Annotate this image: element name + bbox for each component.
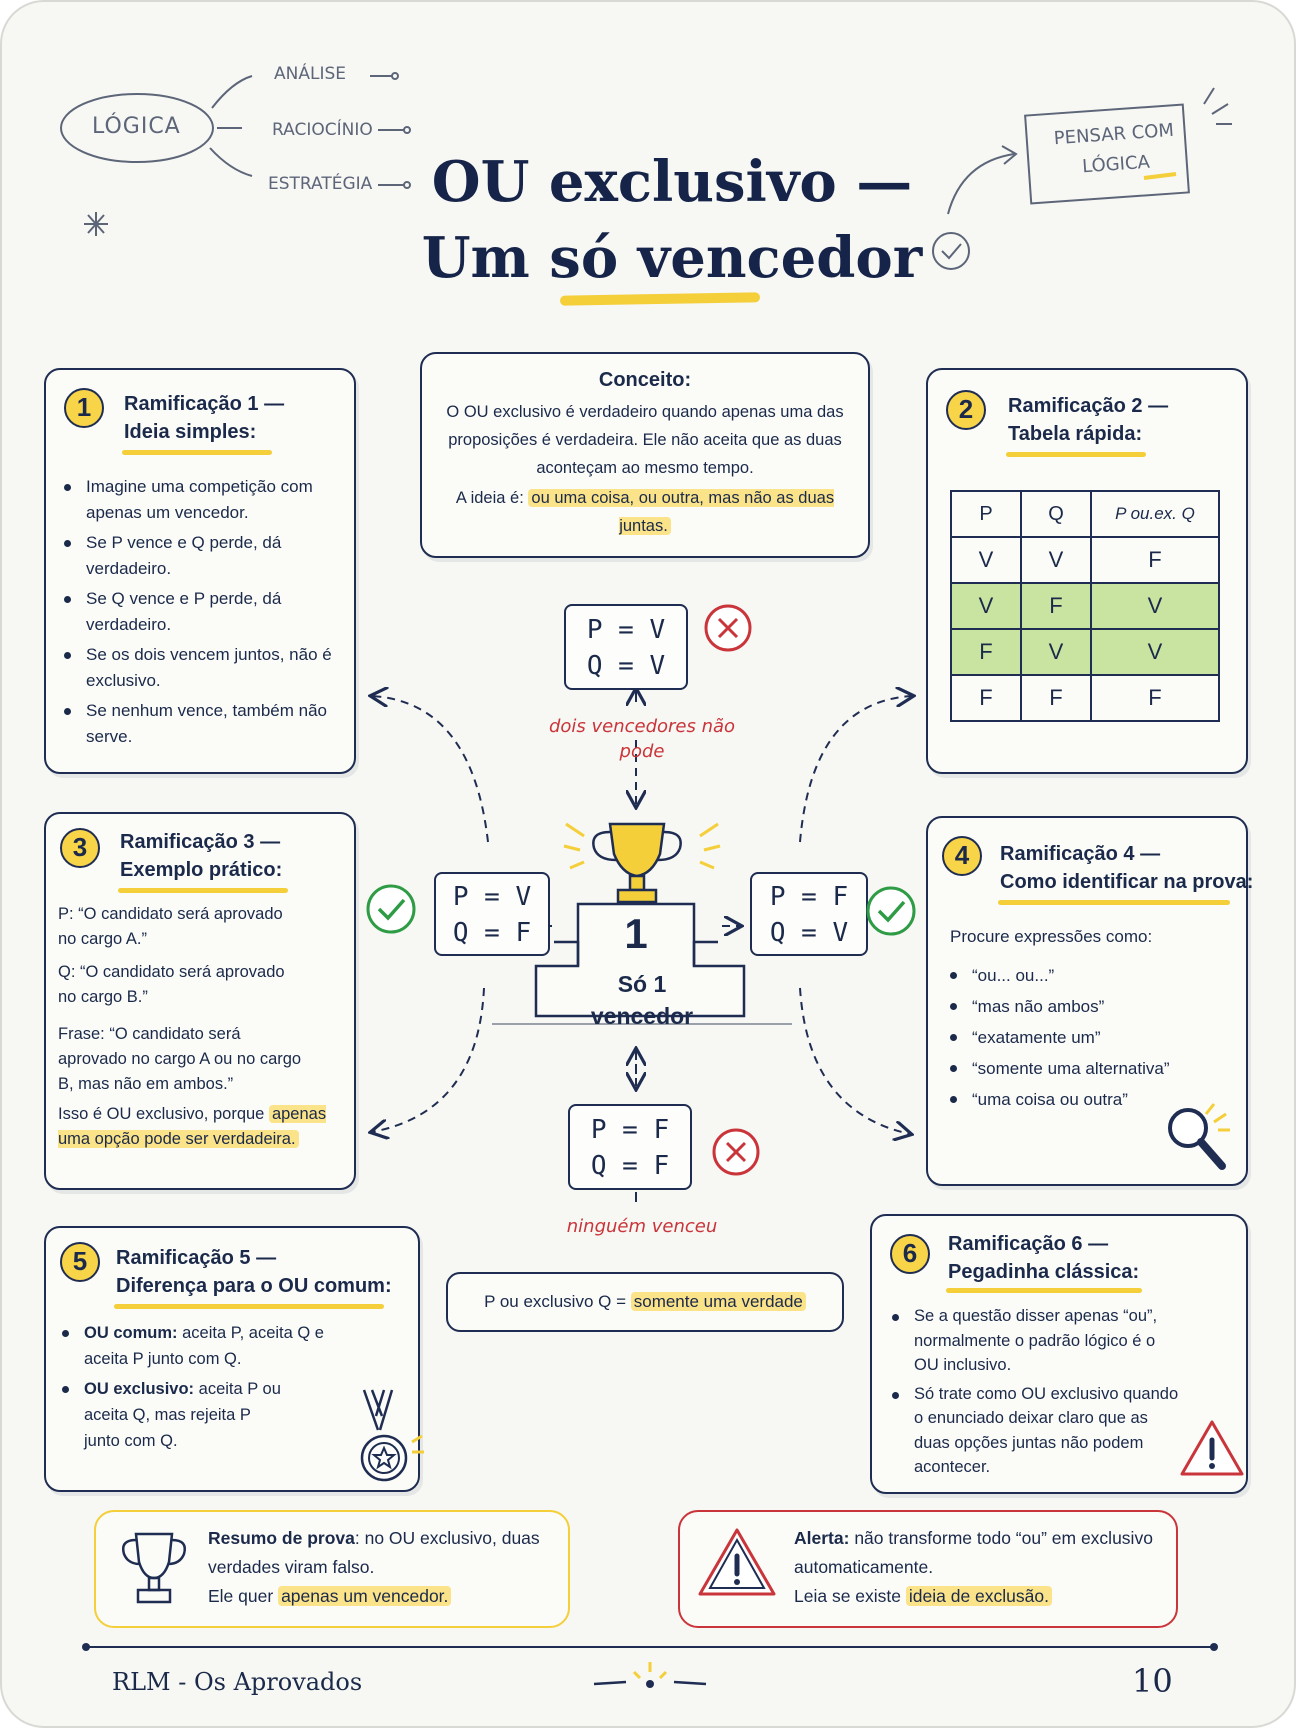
branch-1-heading-line-2: Ideia simples: [124,421,257,443]
list-item: Se P vence e Q perde, dá verdadeiro. [60,530,342,582]
table-cell: V [951,537,1021,583]
branch-4-number: 4 [942,836,982,876]
branch-3-heading-line-2: Exemplo prático: [120,859,283,881]
mindmap-branch-analise: ANÁLISE [274,64,346,84]
branch-4-underline [998,900,1230,905]
title-line-1: OU exclusivo — [431,149,913,215]
formula-highlight: somente uma verdade [631,1292,806,1311]
alert-bold: Alerta: [794,1528,850,1548]
list-item: “exatamente um” [946,1024,1226,1051]
concept-lead: A ideia é: [455,489,524,507]
branch-2-heading-line-2: Tabela rápida: [1008,423,1143,445]
concept-idea [436,484,854,540]
branch-5-heading-line-1: Ramificação 5 — [116,1247,277,1269]
trophy-icon [114,1526,194,1610]
warning-icon [694,1524,780,1604]
table-cell: V [1021,537,1091,583]
branch-6-list [888,1304,1180,1484]
branch-3-underline [118,888,288,893]
footer-brand: RLM - Os Aprovados [112,1668,363,1696]
branch-5-list [58,1320,354,1458]
list-item: “somente uma alternativa” [946,1055,1226,1082]
list-item-bold: OU exclusivo: [84,1380,195,1398]
branch-1-heading [124,390,284,446]
case-bottom-note: ninguém venceu [566,1216,718,1237]
list-item [58,1320,354,1372]
case-left-q: Q = F [452,918,532,948]
table-row [951,629,1219,675]
truth-table [950,490,1220,722]
list-item: Se Q vence e P perde, dá verdadeiro. [60,586,342,638]
list-item-bold: OU comum: [84,1324,178,1342]
branch-3-conclusion-text: Isso é OU exclusivo, porque [58,1105,265,1123]
concept-text: O OU exclusivo é verdadeiro quando apenas uma das proposições é verdadeira. Ele não aceita que as duas aconteçam ao mesmo tempo. [446,403,844,477]
podium-label-line-1: Só 1 [617,971,667,997]
podium-number: 1 [624,910,648,957]
case-top-box [564,604,688,690]
check-circle-green-icon [364,882,418,936]
podium-label [562,968,722,1032]
case-right-q: Q = V [769,918,849,948]
table-cell: F [951,629,1021,675]
branch-6-heading [948,1230,1139,1286]
list-item: “ou... ou...” [946,962,1226,989]
table-header-cell: Q [1021,491,1091,537]
case-left-p: P = V [452,882,532,912]
alert-text-1: não transforme todo “ou” em exclusivo automaticamente. [794,1528,1153,1577]
branch-3-heading [120,828,282,884]
table-cell: V [1021,629,1091,675]
branch-4-list [946,962,1226,1117]
branch-1-number: 1 [64,388,104,428]
case-left-box [434,872,550,956]
table-header-cell: P [951,491,1021,537]
title-underline [560,292,760,305]
x-circle-icon [710,1126,762,1178]
table-row [951,675,1219,721]
summary-text [208,1524,558,1611]
branch-3-frase: Frase: “O candidato será aprovado no cargo A ou no cargo B, mas não em ambos.” [58,1025,302,1093]
branch-1-underline [122,450,272,455]
branch-1-heading-line-1: Ramificação 1 — [124,393,285,415]
page-title [332,144,1012,296]
case-bottom-box [568,1104,692,1190]
branch-2-number: 2 [946,390,986,430]
branch-3-number: 3 [60,828,100,868]
list-item-text: aceita P ou aceita Q, mas rejeita P junto com Q. [84,1380,281,1450]
table-row [951,537,1219,583]
mindmap-branch-raciocinio: RACIOCÍNIO [272,120,373,140]
alert-text-2: Leia se existe [794,1586,902,1606]
footer-ornament [590,1658,710,1698]
summary-text-2: Ele quer [208,1586,274,1606]
magnifier-icon [1162,1098,1236,1180]
branch-5-heading-line-2: Diferença para o OU comum: [116,1275,392,1297]
branch-4-heading [1000,840,1253,896]
alert-text [794,1524,1164,1611]
concept-heading: Conceito: [598,369,692,391]
table-cell: F [951,675,1021,721]
list-item: “mas não ambos” [946,993,1226,1020]
check-circle-green-icon [864,884,918,938]
branch-6-heading-line-2: Pegadinha clássica: [948,1261,1140,1283]
branch-5-underline [114,1304,384,1309]
branch-3-p: P: “O candidato será aprovado no cargo A.” [58,905,283,948]
medal-icon [354,1386,424,1486]
summary-text-1: : no OU exclusivo, duas verdades viram falso. [208,1528,540,1577]
badge-text: PENSAR COM LÓGICA [1053,119,1175,178]
branch-5-heading [116,1244,392,1300]
list-item: Se nenhum vence, também não serve. [60,698,342,750]
branch-5-number: 5 [60,1242,100,1282]
case-right-p: P = F [769,882,849,912]
mindmap-center: LÓGICA [92,114,181,139]
branch-1-list [60,474,342,754]
case-bottom-p: P = F [590,1115,670,1145]
summary-highlight: apenas um vencedor. [278,1586,451,1606]
branch-2-underline [1006,452,1146,457]
list-item: Se os dois vencem juntos, não é exclusivo. [60,642,342,694]
branch-3-q: Q: “O candidato será aprovado no cargo B.” [58,963,285,1006]
mindmap-branch-estrategia: ESTRATÉGIA [268,174,373,194]
footer-dots [78,1640,1222,1654]
branch-3-conclusion [58,1102,328,1152]
table-header-row [951,491,1219,537]
concept-highlight: ou uma coisa, ou outra, mas não as duas juntas. [528,489,834,535]
branch-4-heading-line-1: Ramificação 4 — [1000,843,1161,865]
case-top-p: P = V [586,615,666,645]
alert-highlight: ideia de exclusão. [906,1586,1052,1606]
case-top-q: Q = V [586,651,666,681]
page-number: 10 [1132,1662,1173,1700]
list-item-text: aceita P, aceita Q e aceita P junto com Q. [84,1324,324,1368]
branch-2-heading-line-1: Ramificação 2 — [1008,395,1169,417]
table-cell: F [1091,675,1219,721]
branch-6-underline [946,1288,1142,1293]
case-top-note: dois vencedores não pode [548,716,736,762]
branch-4-heading-line-2: Como identificar na prova: [1000,871,1254,893]
branch-2-heading [1008,392,1168,448]
list-item: “uma coisa ou outra” [946,1086,1226,1113]
title-line-2: Um só vencedor [421,225,923,291]
table-cell: V [1091,583,1219,629]
branch-6-heading-line-1: Ramificação 6 — [948,1233,1109,1255]
list-item [58,1376,354,1454]
table-cell: V [1091,629,1219,675]
list-item: Imagine uma competição com apenas um vencedor. [60,474,342,526]
case-right-box [750,872,868,956]
table-header-cell: P ou.ex. Q [1091,491,1219,537]
branch-3-conclusion-highlight: apenas uma opção pode ser verdadeira. [58,1105,327,1148]
x-circle-icon [702,602,754,654]
summary-bold: Resumo de prova [208,1528,355,1548]
case-bottom-q: Q = F [590,1151,670,1181]
list-item: Só trate como OU exclusivo quando o enunciado deixar claro que as duas opções juntas não podem acontecer. [888,1382,1180,1480]
table-cell: F [1091,537,1219,583]
branch-4-intro: Procure expressões como: [950,927,1153,946]
table-row [951,583,1219,629]
branch-6-number: 6 [890,1234,930,1274]
list-item: Se a questão disser apenas “ou”, normalmente o padrão lógico é o OU inclusivo. [888,1304,1180,1378]
formula-lead: P ou exclusivo Q = [484,1292,626,1311]
formula-text [446,1289,844,1314]
table-cell: F [1021,583,1091,629]
warning-icon [1178,1414,1246,1484]
table-cell: F [1021,675,1091,721]
table-cell: V [951,583,1021,629]
branch-3-heading-line-1: Ramificação 3 — [120,831,281,853]
podium-label-line-2: vencedor [590,1003,694,1029]
